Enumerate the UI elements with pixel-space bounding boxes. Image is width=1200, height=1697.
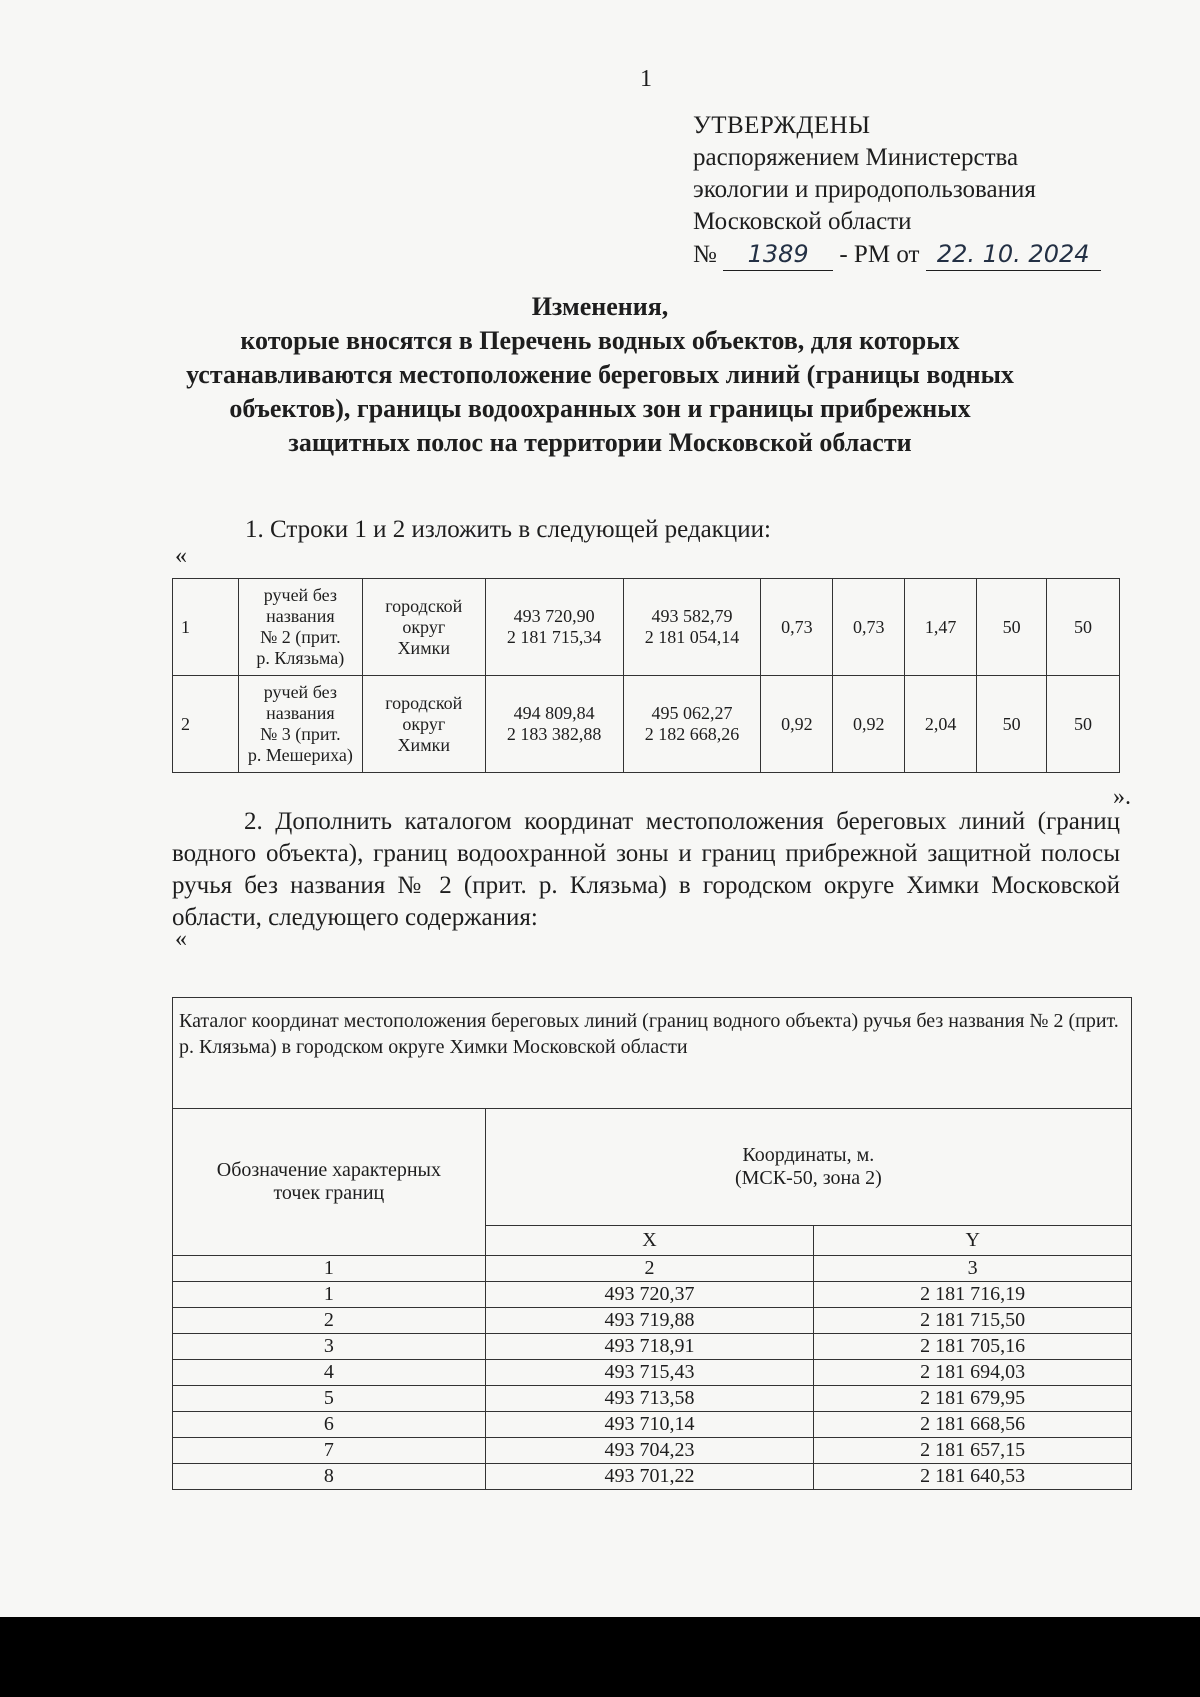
approval-line: экологии и природопользования	[693, 176, 1036, 203]
paragraph-2: 2. Дополнить каталогом координат местоположения береговых линий (границ водного объекта), границ водоохранной зоны и границ прибрежной защитной полосы ручья без названия № 2 (прит. р. Клязьма) в городском округе Химки Московской области, следующего содержания:	[172, 808, 1120, 931]
table-row	[173, 676, 1120, 773]
value-cell: 2,04	[905, 676, 977, 773]
quote-open: «	[175, 926, 187, 952]
handwritten-order-number: 1389	[723, 238, 833, 271]
heading-line: Изменения,	[531, 292, 669, 321]
table-row	[173, 1308, 1132, 1334]
approval-line: Московской области	[693, 208, 912, 235]
heading-line: объектов), границы водоохранных зон и границы прибрежных	[229, 394, 971, 423]
water-objects-table	[172, 578, 1120, 773]
order-suffix: - РМ от	[839, 241, 920, 268]
y-coordinate: 2 181 657,15	[814, 1438, 1132, 1464]
points-column-header: Обозначение характерных точек границ	[173, 1109, 486, 1256]
document-heading	[150, 290, 1050, 460]
municipality: городской округ Химки	[362, 676, 485, 773]
coordinates-column-header: Координаты, м. (МСК-50, зона 2)	[485, 1109, 1131, 1226]
value-cell: 50	[1047, 579, 1120, 676]
value-cell: 50	[977, 676, 1047, 773]
x-coordinate: 493 710,14	[485, 1412, 814, 1438]
x-coordinate: 493 701,22	[485, 1464, 814, 1490]
approval-stamp	[693, 110, 1101, 271]
table-row	[173, 1438, 1132, 1464]
table-row	[173, 1464, 1132, 1490]
y-coordinate: 2 181 705,16	[814, 1334, 1132, 1360]
row-number: 2	[173, 676, 239, 773]
point-id: 7	[173, 1438, 486, 1464]
table-row	[173, 579, 1120, 676]
quote-open: «	[175, 543, 187, 569]
table-row	[173, 1282, 1132, 1308]
x-coordinate: 493 718,91	[485, 1334, 814, 1360]
municipality: городской округ Химки	[362, 579, 485, 676]
coordinates-start: 493 720,90 2 181 715,34	[485, 579, 623, 676]
x-coordinate: 493 715,43	[485, 1360, 814, 1386]
point-id: 8	[173, 1464, 486, 1490]
water-object-name: ручей без названия № 3 (прит. р. Мешериха)	[238, 676, 362, 773]
value-cell: 1,47	[905, 579, 977, 676]
value-cell: 0,92	[833, 676, 905, 773]
y-coordinate: 2 181 694,03	[814, 1360, 1132, 1386]
x-coordinate: 493 704,23	[485, 1438, 814, 1464]
y-coordinate: 2 181 640,53	[814, 1464, 1132, 1490]
coordinates-catalog-table	[172, 997, 1132, 1490]
y-column-header: Y	[814, 1226, 1132, 1256]
coordinates-end: 495 062,27 2 182 668,26	[623, 676, 761, 773]
handwritten-order-date: 22. 10. 2024	[926, 238, 1101, 271]
point-id: 5	[173, 1386, 486, 1412]
row-number: 1	[173, 579, 239, 676]
y-coordinate: 2 181 668,56	[814, 1412, 1132, 1438]
point-id: 6	[173, 1412, 486, 1438]
x-coordinate: 493 720,37	[485, 1282, 814, 1308]
table-row	[173, 1360, 1132, 1386]
order-number-line	[693, 238, 1101, 271]
scan-bottom-edge	[0, 1617, 1200, 1697]
y-coordinate: 2 181 679,95	[814, 1386, 1132, 1412]
heading-line: устанавливаются местоположение береговых линий (границы водных	[186, 360, 1014, 389]
point-id: 2	[173, 1308, 486, 1334]
paragraph-1: 1. Строки 1 и 2 изложить в следующей редакции:	[245, 516, 771, 543]
number-sign: №	[693, 241, 717, 268]
x-column-header: X	[485, 1226, 814, 1256]
y-coordinate: 2 181 716,19	[814, 1282, 1132, 1308]
point-id: 3	[173, 1334, 486, 1360]
page-number: 1	[640, 66, 652, 92]
column-index-row: 1 2 3	[173, 1256, 1132, 1282]
y-coordinate: 2 181 715,50	[814, 1308, 1132, 1334]
heading-line: которые вносятся в Перечень водных объектов, для которых	[240, 326, 960, 355]
catalog-caption: Каталог координат местоположения береговых линий (границ водного объекта) ручья без названия № 2 (прит. р. Клязьма) в городском округе Химки Московской области	[173, 998, 1132, 1109]
point-id: 1	[173, 1282, 486, 1308]
heading-line: защитных полос на территории Московской области	[288, 428, 912, 457]
table-row	[173, 1334, 1132, 1360]
x-coordinate: 493 713,58	[485, 1386, 814, 1412]
value-cell: 50	[1047, 676, 1120, 773]
coordinates-start: 494 809,84 2 183 382,88	[485, 676, 623, 773]
approval-title: УТВЕРЖДЕНЫ	[693, 112, 871, 139]
x-coordinate: 493 719,88	[485, 1308, 814, 1334]
value-cell: 0,92	[761, 676, 833, 773]
value-cell: 0,73	[833, 579, 905, 676]
table-row	[173, 1386, 1132, 1412]
value-cell: 0,73	[761, 579, 833, 676]
coordinates-end: 493 582,79 2 181 054,14	[623, 579, 761, 676]
approval-line: распоряжением Министерства	[693, 144, 1019, 171]
point-id: 4	[173, 1360, 486, 1386]
quote-close: ».	[1113, 784, 1131, 810]
table-row	[173, 1412, 1132, 1438]
water-object-name: ручей без названия № 2 (прит. р. Клязьма)	[238, 579, 362, 676]
value-cell: 50	[977, 579, 1047, 676]
